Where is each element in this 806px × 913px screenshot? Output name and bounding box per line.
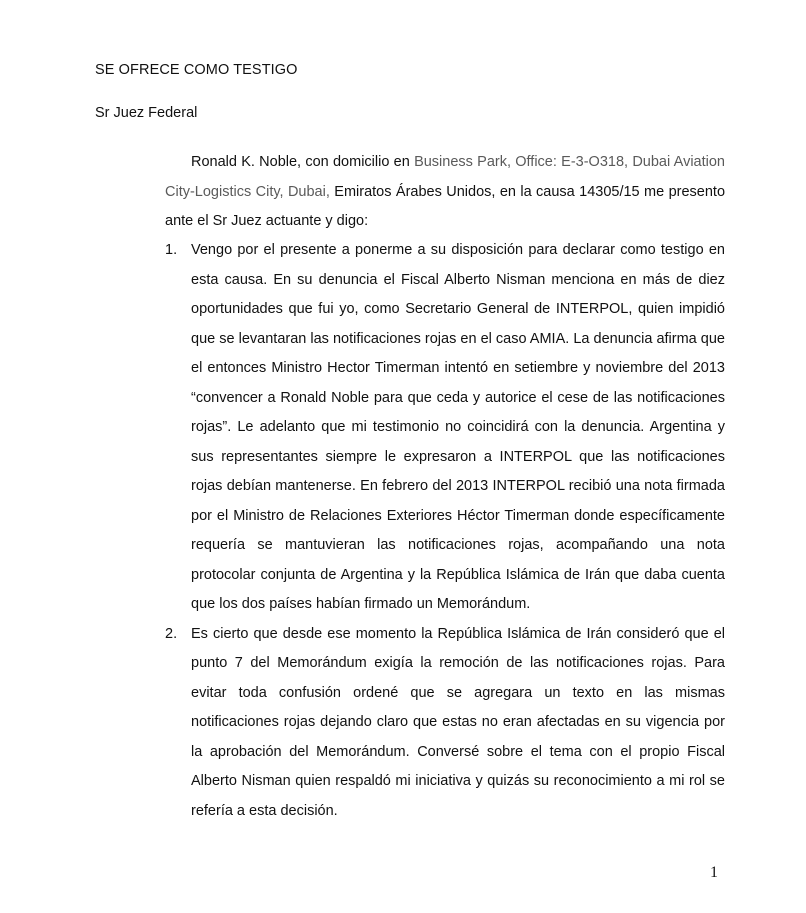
document-title: SE OFRECE COMO TESTIGO (95, 62, 298, 78)
numbered-list (165, 236, 725, 826)
intro-paragraph (165, 148, 725, 237)
intro-name: Ronald K. Noble, con domicilio en (191, 154, 415, 170)
list-item (165, 620, 725, 827)
intro-rest: Emiratos Árabes Unidos, en la causa 14305/15 me presento ante el Sr Juez actuante y digo: (165, 183, 726, 229)
list-item (165, 236, 725, 620)
addressee: Sr Juez Federal (95, 105, 198, 121)
list-item-text: Es cierto que desde ese momento la República Islámica de Irán consideró que el punto 7 del Memorándum exigía la remoción de las notificaciones rojas. Para evitar toda confusión ordené que se agregara un texto en las mismas notificaciones rojas dejando claro que estas no eran afectadas en su vigencia por la aprobación del Memorándum. Conversé sobre el tema con el propio Fiscal Alberto Nisman quien respaldó mi iniciativa y quizás su reconocimiento a mi rol se refería a esta decisión. (191, 625, 725, 819)
list-item-number: 1. (165, 242, 178, 258)
page-number: 1 (710, 864, 718, 881)
intro-address: Business Park, Office: E-3-O318, Dubai Aviation City-Logistics City, Dubai, (165, 154, 725, 200)
list-item-number: 2. (165, 625, 178, 642)
list-item-text: Vengo por el presente a ponerme a su disposición para declarar como testigo en esta causa. En su denuncia el Fiscal Alberto Nisman menciona en más de diez oportunidades que fui yo, como Secretario General de INTERPOL, quien impidió que se levantaran las notificaciones rojas en el caso AMIA. La denuncia afirma que el entonces Ministro Hector Timerman intentó en setiembre y noviembre del 2013 “convencer a Ronald Noble para que ceda y autorice el cese de las notificaciones rojas”. Le adelanto que mi testimonio no coincidirá con la denuncia. Argentina y sus representantes siempre le expresaron a INTERPOL que las notificaciones rojas debían mantenerse. En febrero del 2013 INTERPOL recibió una nota firmada por el Ministro de Relaciones Exteriores Héctor Timerman donde específicamente requería se mantuvieran las notificaciones rojas, acompañando una nota protocolar conjunta de Argentina y la República Islámica de Irán que daba cuenta que los dos países habían firmado un Memorándum. (191, 242, 725, 612)
